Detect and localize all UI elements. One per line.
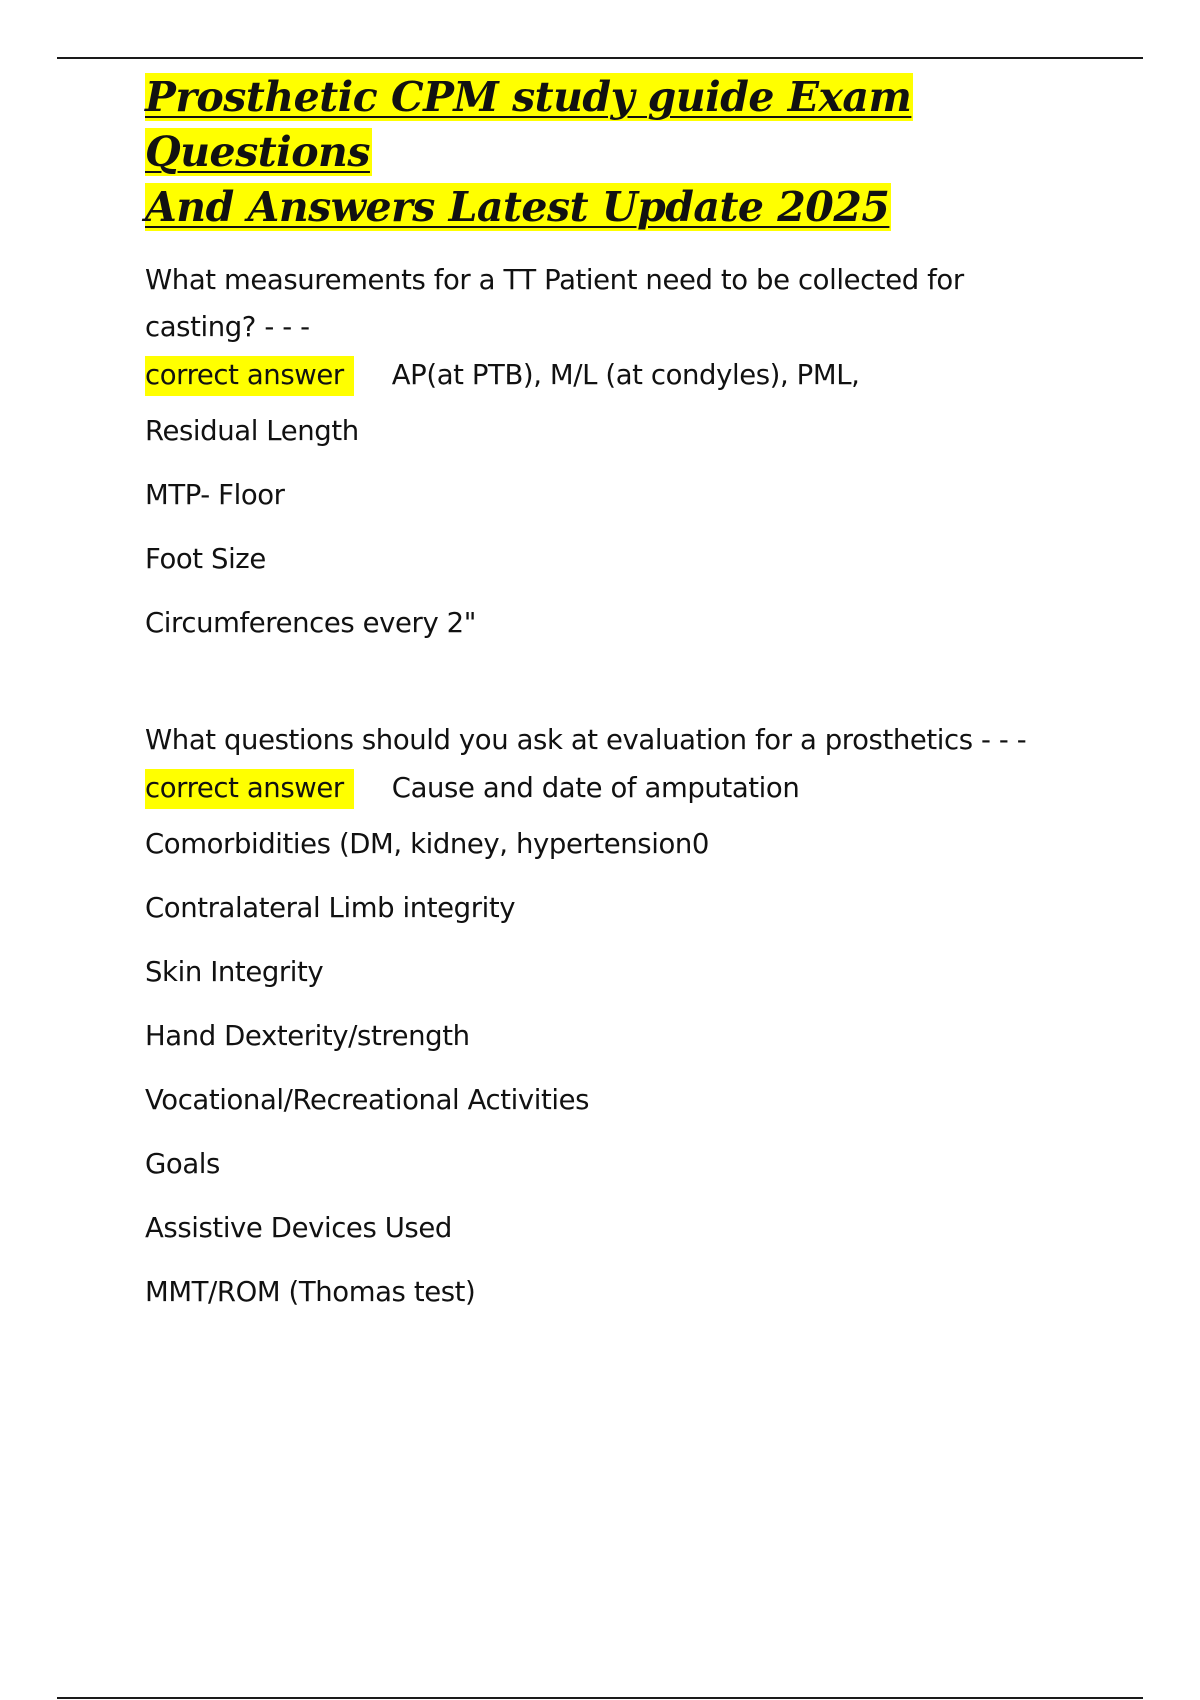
answer-2-item: Hand Dexterity/strength xyxy=(145,1020,470,1052)
document-body xyxy=(145,70,1080,1308)
answer-2-item: Contralateral Limb integrity xyxy=(145,892,516,924)
answer-1-item: Residual Length xyxy=(145,415,359,447)
question-2: What questions should you ask at evaluation for a prosthetics - - - xyxy=(145,724,1027,756)
document-title xyxy=(145,70,1080,235)
answer-2-item: Comorbidities (DM, kidney, hypertension0 xyxy=(145,828,710,860)
question-1 xyxy=(145,257,1080,351)
answer-2-item: Assistive Devices Used xyxy=(145,1212,452,1244)
answer-1-item: Foot Size xyxy=(145,543,266,575)
title-line-2: And Answers Latest Update 2025 xyxy=(145,183,890,231)
top-rule xyxy=(57,57,1143,59)
correct-answer-label: correct answer xyxy=(145,769,354,809)
bottom-rule xyxy=(57,1697,1143,1699)
qa-block-1 xyxy=(145,257,1080,639)
correct-answer-label: correct answer xyxy=(145,356,354,396)
answer-1-first-item: AP(at PTB), M/L (at condyles), PML, xyxy=(391,359,860,391)
answer-2-first-line xyxy=(145,764,1080,813)
answer-2-item: Vocational/Recreational Activities xyxy=(145,1084,590,1116)
answer-2-item: Skin Integrity xyxy=(145,956,324,988)
answer-2-first-item: Cause and date of amputation xyxy=(391,772,800,804)
answer-2-item: Goals xyxy=(145,1148,220,1180)
title-line-1: Prosthetic CPM study guide Exam Questions xyxy=(145,73,912,176)
answer-1-item: Circumferences every 2" xyxy=(145,607,477,639)
answer-2-item: MMT/ROM (Thomas test) xyxy=(145,1276,476,1308)
question-1-line-2: casting? - - - xyxy=(145,311,310,343)
question-1-line-1: What measurements for a TT Patient need to be collected for xyxy=(145,264,964,296)
answer-1-first-line xyxy=(145,351,1080,400)
qa-block-2 xyxy=(145,717,1080,1308)
answer-1-item: MTP- Floor xyxy=(145,479,285,511)
